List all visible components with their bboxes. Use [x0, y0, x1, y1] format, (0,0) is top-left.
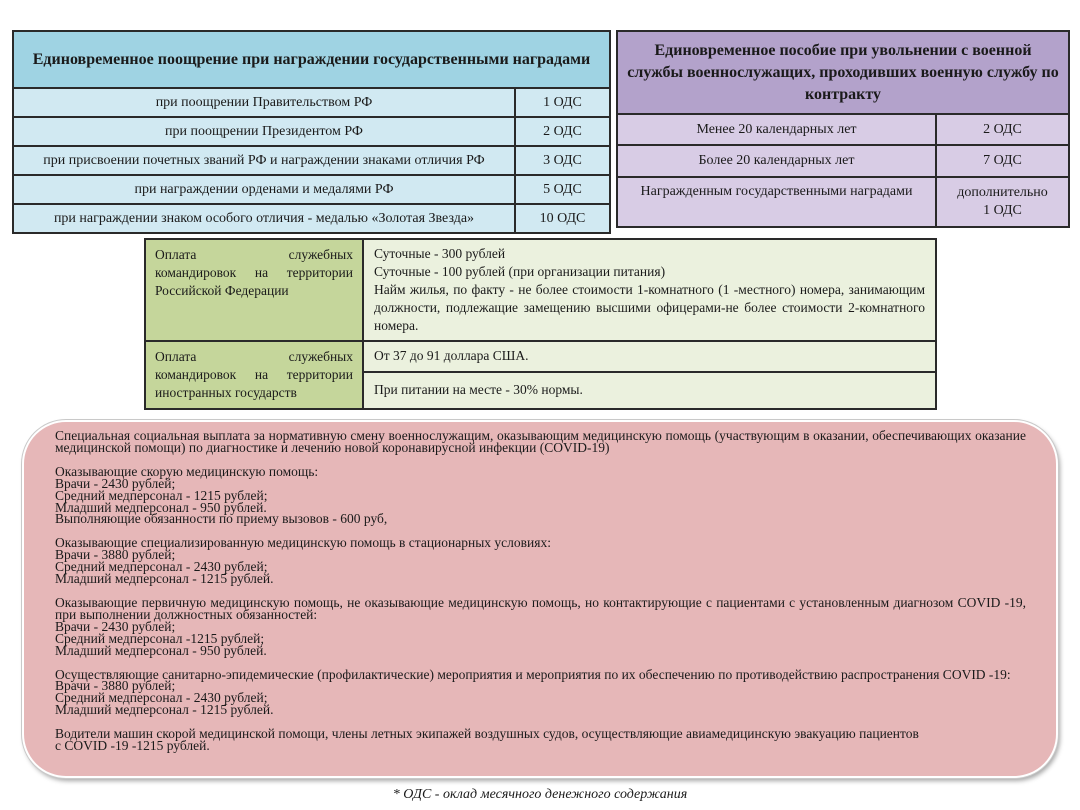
awards-row-label: при поощрении Президентом РФ [13, 117, 515, 146]
covid-group-line: Средний медперсонал - 2430 рублей; [55, 690, 268, 706]
discharge-row-value-line: 1 ОДС [983, 203, 1022, 218]
domestic-trip-label [145, 239, 363, 341]
covid-group-line: Младший медперсонал - 1215 рублей. [55, 702, 274, 718]
business-trip-table [144, 238, 937, 410]
covid-group-heading: Осуществляющие санитарно-эпидемические (профилактические) мероприятия и мероприятия по их обеспечению по противодействию распространения COVID -19: [55, 666, 1011, 682]
awards-row-value: 10 ОДС [515, 204, 610, 233]
awards-row-label: при присвоении почетных званий РФ и награждении знаками отличия РФ [13, 146, 515, 175]
footnote: * ОДС - оклад месячного денежного содержания [392, 787, 688, 802]
domestic-trip-label-line: Российской Федерации [155, 283, 289, 298]
covid-group-heading: Оказывающие специализированную медицинскую помощь в стационарных условиях: [55, 535, 551, 551]
covid-group-line: Врачи - 2430 рублей; [55, 618, 176, 634]
covid-group-line: Младший медперсонал - 1215 рублей. [55, 571, 274, 587]
table-row [13, 146, 610, 175]
awards-bonus-table [12, 30, 611, 234]
table-row [13, 88, 610, 117]
table-row [13, 117, 610, 146]
foreign-trip-label [145, 341, 363, 409]
discharge-allowance-title: Единовременное пособие при увольнении с военной службы военнослужащих, проходивших военную службу по контракту [617, 31, 1069, 114]
covid-drivers-line: с COVID -19 -1215 рублей. [55, 738, 210, 754]
foreign-trip-label-line: Оплата служебных [155, 349, 353, 364]
covid-group-heading: Оказывающие первичную медицинскую помощь, не оказывающие медицинскую помощь, но контактирующие с пациентами с установленным диагнозом COVID -19, при выполнении должностных обязанностей: [55, 594, 1026, 622]
discharge-row-value: 7 ОДС [936, 145, 1069, 177]
covid-intro-block [55, 430, 1026, 454]
domestic-trip-line: Найм жилья, по факту - не более стоимости 1-комнатного (1 -местного) номера, занимающим должности, подлежащие замещению высшими офицерами-не более стоимости 2-комнатного номера. [374, 282, 925, 333]
table-row [617, 177, 1069, 227]
awards-row-value: 3 ОДС [515, 146, 610, 175]
foreign-trip-meals: При питании на месте - 30% нормы. [363, 372, 936, 409]
covid-group-line: Выполняющие обязанности по приему вызовов - 600 руб, [55, 511, 388, 527]
discharge-allowance-table [616, 30, 1070, 228]
discharge-row-label: Менее 20 календарных лет [617, 114, 936, 145]
foreign-trip-rate: От 37 до 91 доллара США. [363, 341, 936, 372]
discharge-row-value [936, 177, 1069, 227]
discharge-row-label: Более 20 календарных лет [617, 145, 936, 177]
covid-group [55, 463, 1026, 527]
table-row [13, 175, 610, 204]
table-row [617, 114, 1069, 145]
covid-group-heading: Оказывающие скорую медицинскую помощь: [55, 463, 319, 479]
covid-drivers-block [55, 728, 1026, 752]
awards-row-label: при награждении знаком особого отличия - медалью «Золотая Звезда» [13, 204, 515, 233]
domestic-trip-line: Суточные - 100 рублей (при организации питания) [374, 264, 666, 279]
awards-row-value: 5 ОДС [515, 175, 610, 204]
covid-intro: Специальная социальная выплата за нормативную смену военнослужащим, оказывающим медицинскую помощь (участвующим в оказании, обеспечивающих оказание медицинской помощи) по диагностике и лечению новой коронавирусной инфекции (COVID-19) [55, 428, 1026, 455]
covid-group-line: Младший медперсонал - 950 рублей. [55, 499, 267, 515]
table-row [13, 204, 610, 233]
covid-group-line: Врачи - 3880 рублей; [55, 547, 176, 563]
covid-group [55, 594, 1026, 658]
awards-row-value: 1 ОДС [515, 88, 610, 117]
domestic-trip-details [363, 239, 936, 341]
discharge-row-value-line: дополнительно [957, 185, 1048, 200]
awards-bonus-title: Единовременное поощрение при награждении государственными наградами [13, 31, 610, 88]
covid-group-line: Средний медперсонал -1215 рублей; [55, 630, 265, 646]
covid-group-line: Средний медперсонал - 2430 рублей; [55, 559, 268, 575]
covid-group [55, 537, 1026, 585]
covid-group-line: Врачи - 2430 рублей; [55, 475, 176, 491]
domestic-trip-label-line: командировок на территории [155, 265, 353, 280]
table-row [617, 145, 1069, 177]
covid-group [55, 666, 1026, 718]
discharge-row-label: Награжденным государственными наградами [617, 177, 936, 227]
awards-row-label: при награждении орденами и медалями РФ [13, 175, 515, 204]
foreign-trip-label-line: иностранных государств [155, 385, 297, 400]
domestic-trip-label-line: Оплата служебных [155, 247, 353, 262]
covid-payment-panel [22, 420, 1058, 778]
covid-group-line: Младший медперсонал - 950 рублей. [55, 642, 267, 658]
covid-drivers-line: Водители машин скорой медицинской помощи, члены летных экипажей воздушных судов, осуществляющие авиамедицинскую эвакуацию пациентов [55, 726, 919, 742]
discharge-row-value: 2 ОДС [936, 114, 1069, 145]
foreign-trip-label-line: командировок на территории [155, 367, 353, 382]
covid-group-line: Врачи - 3880 рублей; [55, 678, 176, 694]
awards-row-value: 2 ОДС [515, 117, 610, 146]
covid-group-line: Средний медперсонал - 1215 рублей; [55, 487, 268, 503]
domestic-trip-line: Суточные - 300 рублей [374, 246, 506, 261]
awards-row-label: при поощрении Правительством РФ [13, 88, 515, 117]
